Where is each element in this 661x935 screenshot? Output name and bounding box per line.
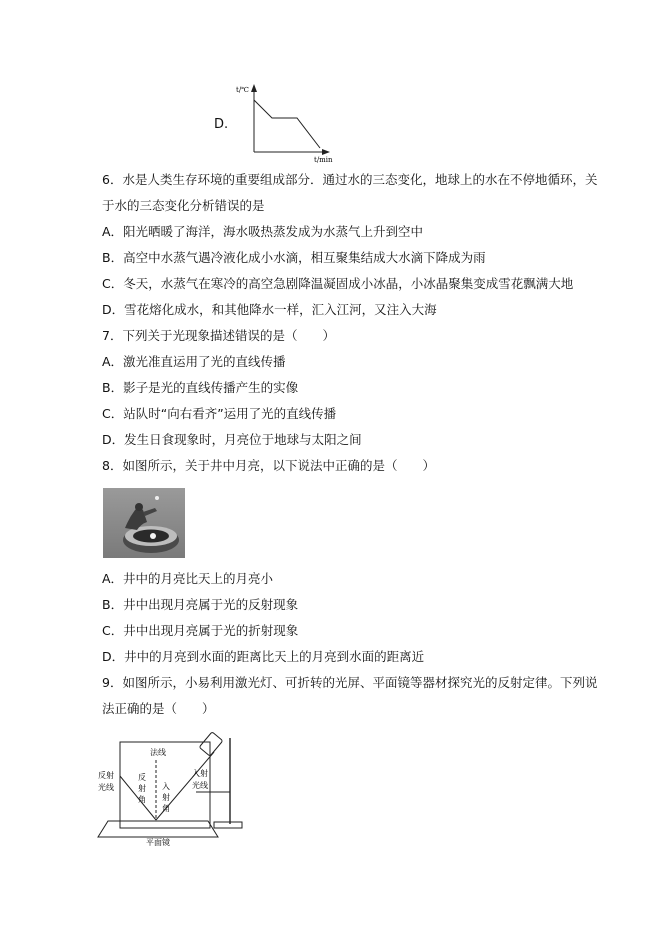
- graph-xlabel: t/min: [314, 156, 333, 164]
- q9-stem-line2: 法正确的是（ ）: [102, 701, 215, 716]
- q6-stem-line2: 于水的三态变化分析错误的是: [102, 198, 265, 213]
- label-reflection-angle-2: 射: [138, 784, 146, 793]
- q9-stem-line1: 9．如图所示，小易利用激光灯、可折转的光屏、平面镜等器材探究光的反射定律。下列说: [102, 675, 598, 690]
- label-reflection-angle-1: 反: [138, 773, 146, 782]
- q7-option-c: C．站队时“向右看齐”运用了光的直线传播: [102, 406, 337, 421]
- q7-option-b: B．影子是光的直线传播产生的实像: [102, 380, 299, 395]
- q6-option-a: A．阳光晒暖了海洋，海水吸热蒸发成为水蒸气上升到空中: [102, 224, 424, 239]
- q5-option-d-label: D.: [214, 117, 229, 132]
- label-incident-ray-2: 光线: [192, 781, 208, 790]
- q8-option-b: B．井中出现月亮属于光的反射现象: [102, 597, 299, 612]
- q8-option-a: A．井中的月亮比天上的月亮小: [102, 571, 274, 586]
- label-reflected-ray-2: 光线: [98, 783, 114, 792]
- q6-option-c: C．冬天，水蒸气在寒冷的高空急剧降温凝固成小冰晶，小冰晶聚集变成雪花飘满大地: [102, 276, 574, 291]
- label-incidence-angle-3: 角: [162, 804, 170, 813]
- label-reflection-angle-3: 角: [138, 795, 146, 804]
- well-moon-photo: [103, 488, 185, 558]
- q6-stem-line1: 6．水是人类生存环境的重要组成部分．通过水的三态变化，地球上的水在不停地循环，关: [102, 172, 598, 187]
- q8-stem: 8．如图所示，关于井中月亮，以下说法中正确的是（ ）: [102, 458, 435, 473]
- q7-stem: 7．下列关于光现象描述错误的是（ ）: [102, 328, 335, 343]
- label-incident-ray-1: 入射: [192, 769, 208, 778]
- graph-ylabel: t/℃: [236, 86, 250, 94]
- label-normal-line: 法线: [150, 748, 166, 757]
- q5-option-d-graph: [234, 80, 344, 165]
- label-incidence-angle-2: 射: [162, 793, 170, 802]
- q6-option-b: B．高空中水蒸气遇冷液化成小水滴，相互聚集结成大水滴下降成为雨: [102, 250, 486, 265]
- label-reflected-ray-1: 反射: [98, 771, 114, 780]
- reflection-experiment-figure: [96, 728, 256, 846]
- q6-option-d: D．雪花熔化成水，和其他降水一样，汇入江河，又注入大海: [102, 302, 437, 317]
- q7-option-a: A．激光准直运用了光的直线传播: [102, 354, 286, 369]
- q8-option-c: C．井中出现月亮属于光的折射现象: [102, 623, 299, 638]
- label-mirror: 平面镜: [146, 838, 170, 846]
- q7-option-d: D．发生日食现象时，月亮位于地球与太阳之间: [102, 432, 362, 447]
- label-incidence-angle-1: 入: [162, 782, 170, 791]
- q8-option-d: D．井中的月亮到水面的距离比天上的月亮到水面的距离近: [102, 649, 425, 664]
